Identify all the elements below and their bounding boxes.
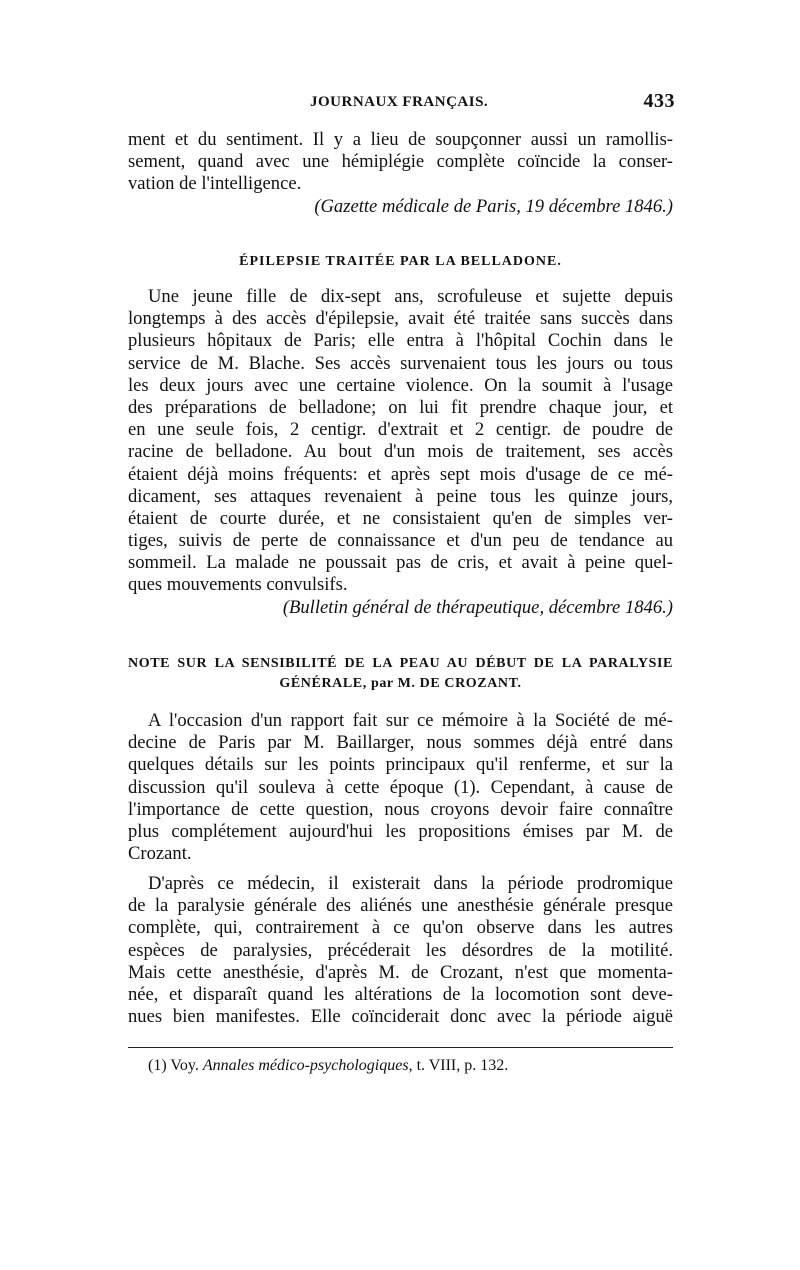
footnote — [148, 1057, 508, 1075]
header-title: JOURNAUX FRANÇAIS. — [310, 94, 489, 110]
text-line: tiges, suivis de perte de connaissance et d'un peu de tendance au — [128, 530, 673, 552]
text-line: Une jeune fille de dix-sept ans, scrofuleuse et sujette depuis — [148, 286, 673, 307]
text-line: sommeil. La malade ne poussait pas de cris, et avait à peine quel- — [128, 552, 673, 574]
section-note-sensibilite — [128, 654, 673, 694]
footnote-marker: (1) Voy. — [148, 1057, 199, 1074]
footnote-title: Annales médico-psychologiques — [202, 1057, 409, 1074]
paragraph-1 — [128, 710, 673, 865]
text-line: l'importance de cette question, nous croyons devoir faire connaître — [128, 798, 673, 820]
text-line: discussion qu'il souleva à cette époque (1). Cependant, à cause de — [128, 776, 673, 798]
text-line: espèces de paralysies, précéderait les désordres de la motilité. — [128, 939, 673, 961]
section-heading-line1: NOTE SUR LA SENSIBILITÉ DE LA PEAU AU DÉBUT DE LA PARALYSIE — [128, 656, 673, 671]
text-line: les deux jours avec une certaine violence. On la soumit à l'usage — [128, 374, 673, 396]
text-line: vation de l'intelligence. — [128, 173, 302, 195]
page-number: 433 — [643, 90, 675, 112]
paragraph-2 — [128, 873, 673, 1028]
footnote-rest: , t. VIII, p. 132. — [408, 1057, 509, 1074]
section-epilepsie — [128, 252, 673, 272]
section-heading-line2: GÉNÉRALE, par M. DE CROZANT. — [279, 676, 522, 691]
text-line: Mais cette anesthésie, d'après M. de Crozant, n'est que momenta- — [128, 961, 673, 983]
text-line: racine de belladone. Au bout d'un mois de traitement, ses accès — [128, 441, 673, 463]
text-line: longtemps à des accès d'épilepsie, avait été traitée sans succès dans — [128, 308, 673, 330]
text-line: Crozant. — [128, 843, 192, 865]
text-line: nues bien manifestes. Elle coïnciderait donc avec la période aiguë — [128, 1006, 673, 1028]
section-heading: ÉPILEPSIE TRAITÉE PAR LA BELLADONE. — [239, 254, 562, 269]
text-line: ques mouvements convulsifs. — [128, 574, 348, 596]
text-line: decine de Paris par M. Baillarger, nous sommes déjà entré dans — [128, 732, 673, 754]
text-line: plus complétement aujourd'hui les propositions émises par M. de — [128, 820, 673, 842]
footnote-divider — [128, 1047, 673, 1048]
text-line: complète, qui, contrairement à ce qu'on observe dans les autres — [128, 917, 673, 939]
text-line: quelques détails sur les points principaux qu'il renferme, et sur la — [128, 754, 673, 776]
text-line: plusieurs hôpitaux de Paris; elle entra à l'hôpital Cochin dans le — [128, 330, 673, 352]
text-line: étaient déjà moins fréquents: et après sept mois d'usage de ce mé- — [128, 463, 673, 485]
text-line: dicament, ses attaques revenaient à peine tous les quinze jours, — [128, 485, 673, 507]
text-line: sement, quand avec une hémiplégie complète coïncide la conser- — [128, 151, 673, 173]
source-citation — [128, 196, 673, 218]
text-line: D'après ce médecin, il existerait dans la période prodromique — [148, 873, 673, 894]
text-line: née, et disparaît quand les altérations de la locomotion sont deve- — [128, 983, 673, 1005]
section-continuation — [128, 129, 673, 218]
text-line: étaient de courte durée, et ne consistaient qu'en de simples ver- — [128, 507, 673, 529]
text-line: ment et du sentiment. Il y a lieu de soupçonner aussi un ramollis- — [128, 129, 673, 150]
text-line: A l'occasion d'un rapport fait sur ce mémoire à la Société de mé- — [148, 710, 673, 731]
section-epilepsie-body — [128, 286, 673, 619]
source-citation — [128, 597, 673, 619]
source-text: (Gazette médicale de Paris, 19 décembre 1846.) — [314, 195, 673, 217]
text-line: en une seule fois, 2 centigr. d'extrait et 2 centigr. de poudre de — [128, 419, 673, 441]
text-line: service de M. Blache. Ses accès survenaient tous les jours ou tous — [128, 352, 673, 374]
source-text: (Bulletin général de thérapeutique, décembre 1846.) — [282, 596, 673, 618]
running-header — [230, 90, 675, 116]
text-line: de la paralysie générale des aliénés une anesthésie générale presque — [128, 895, 673, 917]
text-line: des préparations de belladone; on lui fit prendre chaque jour, et — [128, 396, 673, 418]
